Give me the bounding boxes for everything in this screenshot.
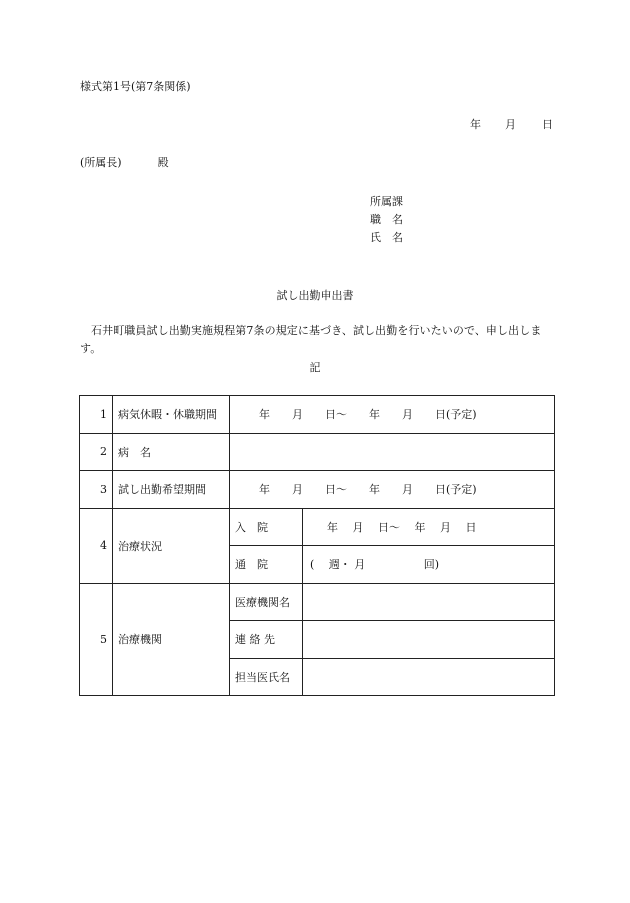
institution-name-field[interactable] <box>303 583 555 621</box>
table-row <box>80 583 555 621</box>
ki-marker: 記 <box>309 361 321 374</box>
form-number: 様式第1号(第7条関係) <box>80 80 191 93</box>
applicant-name: 氏 名 <box>370 231 403 244</box>
table-row <box>80 396 555 434</box>
row-number: 2 <box>80 433 113 471</box>
table-row <box>80 433 555 471</box>
date-year: 年 <box>470 118 481 131</box>
trial-period-field[interactable]: 年 月 日～ 年 月 日(予定) <box>230 471 555 509</box>
table-row <box>80 508 555 546</box>
applicant-department: 所属課 <box>370 195 403 208</box>
outpatient-field[interactable]: ( 週・ 月 回) <box>303 546 555 584</box>
illness-name-field[interactable] <box>230 433 555 471</box>
sub-label: 入 院 <box>230 508 303 546</box>
contact-field[interactable] <box>303 621 555 659</box>
addressee-label: (所属長) <box>80 156 122 169</box>
hospitalization-field[interactable]: 年 月 日～ 年 月 日 <box>303 508 555 546</box>
leave-period-field[interactable]: 年 月 日～ 年 月 日(予定) <box>230 396 555 434</box>
applicant-position: 職 名 <box>370 213 403 226</box>
date-day: 日 <box>542 118 553 131</box>
row-label: 病気休暇・休職期間 <box>113 396 230 434</box>
sub-label: 通 院 <box>230 546 303 584</box>
row-label: 治療状況 <box>113 508 230 583</box>
sub-label: 担当医氏名 <box>230 658 303 696</box>
addressee <box>80 156 169 170</box>
table-row <box>80 471 555 509</box>
application-table <box>79 395 555 696</box>
row-label: 試し出勤希望期間 <box>113 471 230 509</box>
addressee-suffix: 殿 <box>157 156 169 169</box>
row-label: 病 名 <box>113 433 230 471</box>
applicant-block <box>370 193 403 247</box>
row-number: 1 <box>80 396 113 434</box>
sub-label: 医療機関名 <box>230 583 303 621</box>
date-line <box>470 118 553 132</box>
document-body: 石井町職員試し出勤実施規程第7条の規定に基づき、試し出勤を行いたいので、申し出します。 <box>80 324 542 355</box>
row-number: 4 <box>80 508 113 583</box>
date-month: 月 <box>505 118 516 131</box>
row-label: 治療機関 <box>113 583 230 696</box>
document-title: 試し出勤申出書 <box>276 289 354 302</box>
doctor-name-field[interactable] <box>303 658 555 696</box>
row-number: 3 <box>80 471 113 509</box>
sub-label: 連 絡 先 <box>230 621 303 659</box>
row-number: 5 <box>80 583 113 696</box>
